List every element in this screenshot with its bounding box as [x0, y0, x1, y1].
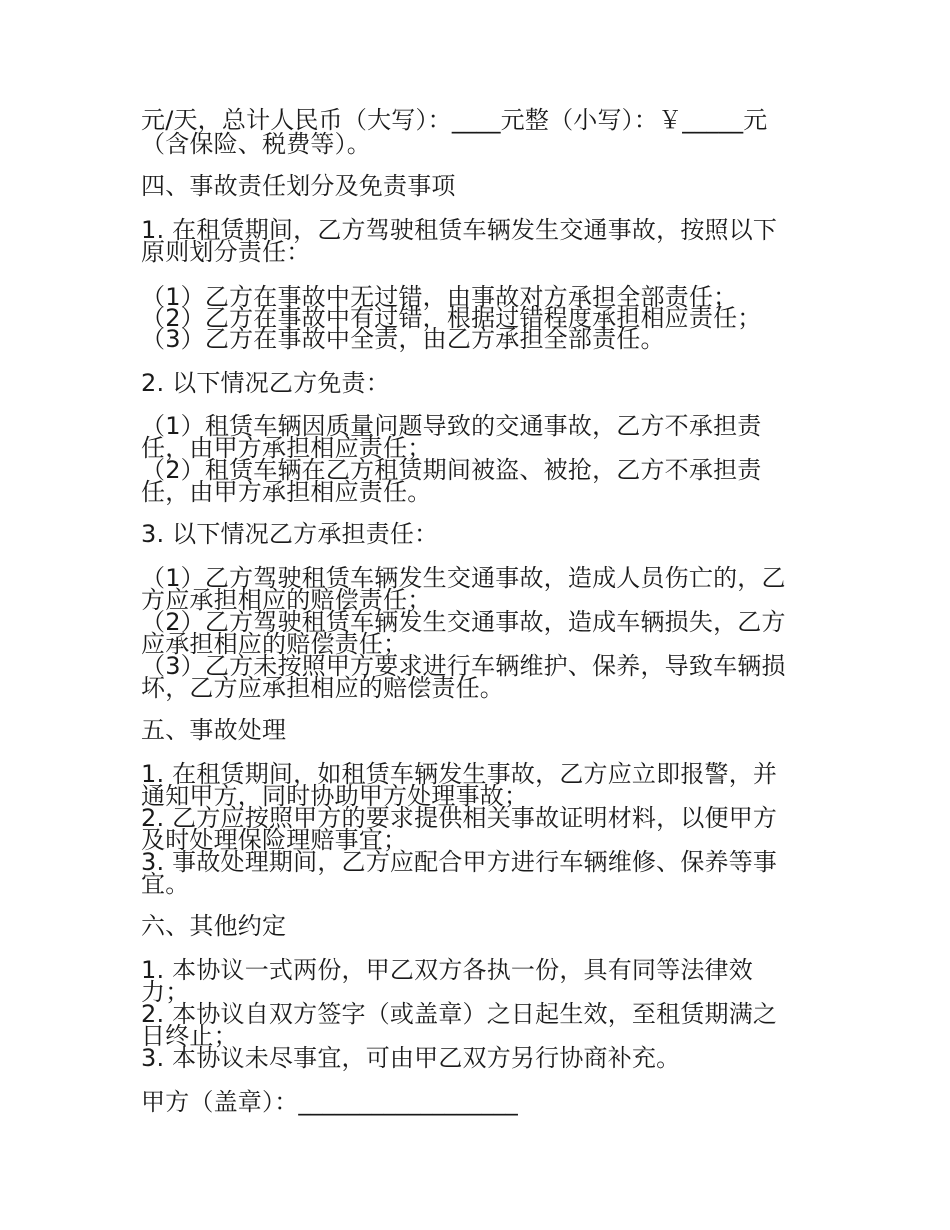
rent-total-note: （含保险、税费等）。 [141, 130, 371, 158]
section-6-heading: 六、其他约定 [141, 912, 287, 940]
clause-4-1-item-2: （2）乙方在事故中有过错，根据过错程度承担相应责任； [141, 304, 762, 332]
clause-6-1-cont: 力； [141, 978, 190, 1006]
clause-4-2-item-1-cont: 任，由甲方承担相应责任； [141, 434, 432, 462]
clause-4-2-item-2-cont: 任，由甲方承担相应责任。 [141, 478, 432, 506]
clause-4-2: 2. 以下情况乙方免责： [141, 369, 390, 397]
rent-total-line: 元/天，总计人民币（大写）：____元整（小写）：￥_____元 [141, 106, 768, 134]
clause-4-1-cont: 原则划分责任： [141, 238, 311, 266]
clause-5-3: 3. 事故处理期间，乙方应配合甲方进行车辆维修、保养等事 [141, 848, 778, 876]
section-5-heading: 五、事故处理 [141, 716, 287, 744]
clause-6-2: 2. 本协议自双方签字（或盖章）之日起生效，至租赁期满之 [141, 1000, 778, 1028]
clause-4-2-item-1: （1）租赁车辆因质量问题导致的交通事故，乙方不承担责 [141, 412, 762, 440]
party-a-signature-line: 甲方（盖章）：__________________ [141, 1088, 518, 1116]
clause-4-3-item-2: （2）乙方驾驶租赁车辆发生交通事故，造成车辆损失，乙方 [141, 608, 786, 636]
clause-4-3-item-3: （3）乙方未按照甲方要求进行车辆维护、保养，导致车辆损 [141, 652, 786, 680]
clause-4-3-item-1-cont: 方应承担相应的赔偿责任； [141, 586, 432, 614]
clause-5-3-cont: 宜。 [141, 870, 190, 898]
clause-5-1: 1. 在租赁期间，如租赁车辆发生事故，乙方应立即报警，并 [141, 760, 778, 788]
section-4-heading: 四、事故责任划分及免责事项 [141, 172, 456, 200]
clause-4-3-item-2-cont: 应承担相应的赔偿责任； [141, 630, 408, 658]
clause-4-2-item-2: （2）租赁车辆在乙方租赁期间被盗、被抢，乙方不承担责 [141, 456, 762, 484]
clause-5-2: 2. 乙方应按照甲方的要求提供相关事故证明材料，以便甲方 [141, 804, 778, 832]
clause-4-1-item-3: （3）乙方在事故中全责，由乙方承担全部责任。 [141, 325, 665, 353]
clause-4-1-item-1: （1）乙方在事故中无过错，由事故对方承担全部责任； [141, 283, 738, 311]
clause-6-3: 3. 本协议未尽事宜，可由甲乙双方另行协商补充。 [141, 1044, 681, 1072]
clause-4-3: 3. 以下情况乙方承担责任： [141, 520, 439, 548]
clause-5-2-cont: 及时处理保险理赔事宜； [141, 826, 408, 854]
clause-4-3-item-3-cont: 坏，乙方应承担相应的赔偿责任。 [141, 674, 504, 702]
clause-6-1: 1. 本协议一式两份，甲乙双方各执一份，具有同等法律效 [141, 956, 753, 984]
clause-4-1: 1. 在租赁期间，乙方驾驶租赁车辆发生交通事故，按照以下 [141, 216, 778, 244]
clause-4-3-item-1: （1）乙方驾驶租赁车辆发生交通事故，造成人员伤亡的，乙 [141, 564, 786, 592]
clause-5-1-cont: 通知甲方，同时协助甲方处理事故； [141, 782, 529, 810]
clause-6-2-cont: 日终止； [141, 1022, 238, 1050]
